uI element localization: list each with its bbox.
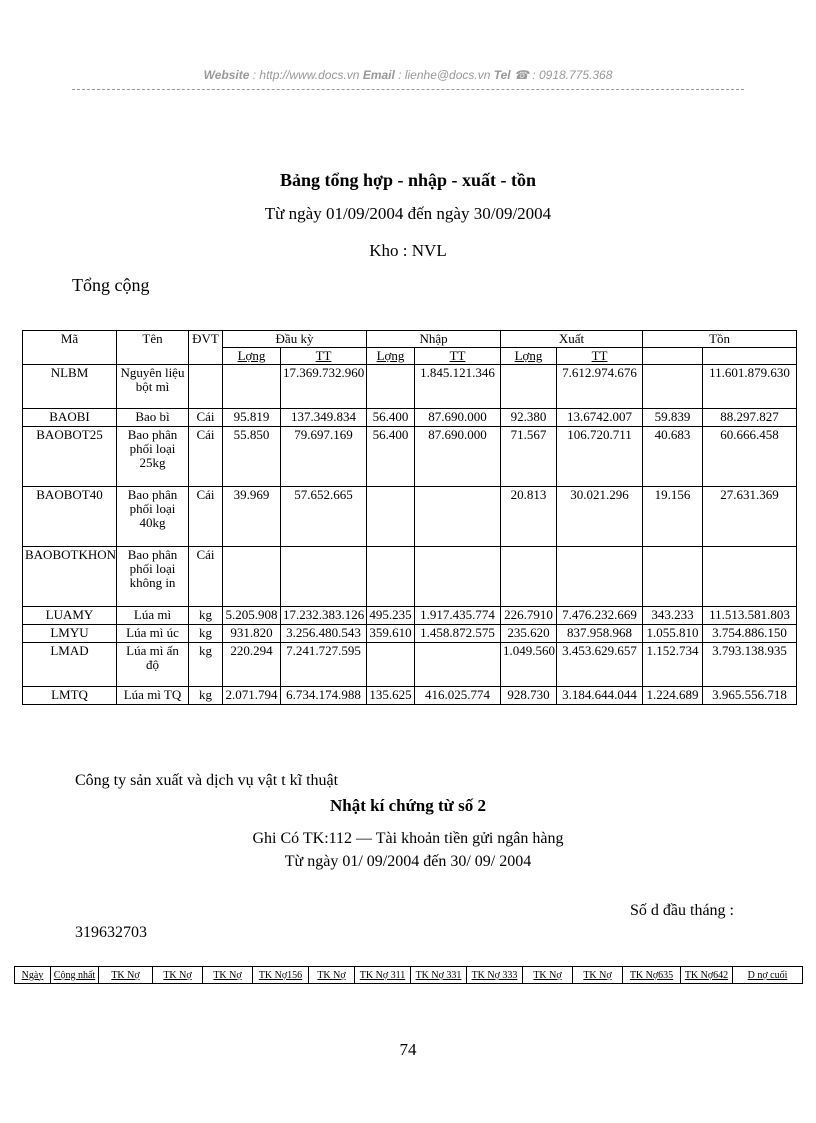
journal-col: TK Nợ 311 — [355, 967, 411, 984]
cell-x-tt: 13.6742.007 — [557, 409, 643, 427]
cell-x-luong: 1.049.560 — [501, 643, 557, 687]
cell-t-luong — [643, 547, 703, 607]
journal-col: TK Nợ635 — [623, 967, 681, 984]
cell-dk-luong: 55.850 — [223, 427, 281, 487]
cell-x-luong: 235.620 — [501, 625, 557, 643]
cell-dk-tt: 137.349.834 — [281, 409, 367, 427]
cell-ten: Bao phân phối loại không in — [117, 547, 189, 607]
cell-t-tt: 11.513.581.803 — [703, 607, 797, 625]
journal-col: TK Nợ — [573, 967, 623, 984]
table-header-row — [23, 331, 797, 348]
cell-t-luong: 59.839 — [643, 409, 703, 427]
cell-dvt: kg — [189, 643, 223, 687]
cell-ma: LMAD — [23, 643, 117, 687]
report-title: Bảng tổng hợp - nhập - xuất - tồn — [279, 170, 537, 190]
cell-dk-tt: 6.734.174.988 — [281, 687, 367, 705]
col-dvt: ĐVT — [189, 331, 223, 365]
table-row — [23, 643, 797, 687]
cell-n-luong: 359.610 — [367, 625, 415, 643]
cell-ten: Bao bì — [117, 409, 189, 427]
journal-col: Cộng nhất — [51, 967, 99, 984]
website-value[interactable]: : http://www.docs.vn — [252, 68, 360, 82]
journal-account-line: Ghi Có TK:112 — Tài khoản tiền gửi ngân hàng — [252, 830, 564, 847]
journal-date-range: Từ ngày 01/ 09/2004 đến 30/ 09/ 2004 — [284, 853, 532, 870]
cell-n-luong: 56.400 — [367, 427, 415, 487]
cell-dvt: kg — [189, 687, 223, 705]
cell-t-tt: 3.793.138.935 — [703, 643, 797, 687]
cell-x-tt: 3.184.644.044 — [557, 687, 643, 705]
cell-ten: Bao phân phối loại 25kg — [117, 427, 189, 487]
cell-x-luong: 928.730 — [501, 687, 557, 705]
cell-dk-luong: 39.969 — [223, 487, 281, 547]
journal-title: Nhật kí chứng từ số 2 — [330, 796, 486, 815]
journal-col: TK Nợ 333 — [467, 967, 523, 984]
cell-t-luong: 1.055.810 — [643, 625, 703, 643]
journal-col: TK Nợ — [309, 967, 355, 984]
cell-n-luong: 495.235 — [367, 607, 415, 625]
cell-x-tt: 837.958.968 — [557, 625, 643, 643]
cell-n-tt: 1.917.435.774 — [415, 607, 501, 625]
cell-n-tt — [415, 643, 501, 687]
col-xuat: Xuất — [501, 331, 643, 348]
journal-col: TK Nợ 331 — [411, 967, 467, 984]
cell-x-tt — [557, 547, 643, 607]
cell-n-tt: 1.458.872.575 — [415, 625, 501, 643]
journal-col: TK Nợ — [153, 967, 203, 984]
cell-x-luong: 20.813 — [501, 487, 557, 547]
cell-t-tt: 27.631.369 — [703, 487, 797, 547]
journal-col: TK Nợ — [99, 967, 153, 984]
cell-n-luong: 135.625 — [367, 687, 415, 705]
cell-dvt: Cái — [189, 409, 223, 427]
cell-dk-luong: 5.205.908 — [223, 607, 281, 625]
cell-ten: Lúa mì — [117, 607, 189, 625]
cell-ma: NLBM — [23, 365, 117, 409]
inventory-table — [22, 330, 797, 705]
cell-n-luong — [367, 365, 415, 409]
total-label: Tổng cộng — [72, 275, 150, 295]
table-row — [23, 487, 797, 547]
cell-dk-luong: 220.294 — [223, 643, 281, 687]
cell-n-luong — [367, 643, 415, 687]
cell-x-luong — [501, 547, 557, 607]
cell-ten: Lúa mì úc — [117, 625, 189, 643]
col-dk-luong: Lợng — [223, 348, 281, 365]
cell-n-tt: 87.690.000 — [415, 409, 501, 427]
website-label: Website — [203, 68, 250, 82]
cell-x-luong: 226.7910 — [501, 607, 557, 625]
table-row — [23, 625, 797, 643]
cell-t-tt — [703, 547, 797, 607]
table-row — [23, 607, 797, 625]
cell-dk-tt — [281, 547, 367, 607]
email-label: Email — [362, 68, 395, 82]
cell-ma: LMYU — [23, 625, 117, 643]
tel-value: : 0918.775.368 — [532, 68, 613, 82]
col-t-tt — [703, 348, 797, 365]
cell-x-tt: 7.476.232.669 — [557, 607, 643, 625]
col-dk-tt: TT — [281, 348, 367, 365]
phone-icon: ☎ — [514, 68, 529, 82]
cell-dk-luong: 2.071.794 — [223, 687, 281, 705]
col-n-luong: Lợng — [367, 348, 415, 365]
col-ton: Tồn — [643, 331, 797, 348]
cell-n-tt: 87.690.000 — [415, 427, 501, 487]
cell-t-luong: 40.683 — [643, 427, 703, 487]
cell-ma: BAOBOTKHON — [23, 547, 117, 607]
cell-dk-tt: 7.241.727.595 — [281, 643, 367, 687]
cell-dk-tt: 17.369.732.960 — [281, 365, 367, 409]
cell-ma: BAOBI — [23, 409, 117, 427]
col-x-luong: Lợng — [501, 348, 557, 365]
cell-t-tt: 60.666.458 — [703, 427, 797, 487]
cell-dvt: kg — [189, 607, 223, 625]
col-dau-ky: Đầu kỳ — [223, 331, 367, 348]
cell-t-luong: 1.152.734 — [643, 643, 703, 687]
cell-dvt: Cái — [189, 487, 223, 547]
cell-ten: Nguyên liệu bột mì — [117, 365, 189, 409]
cell-x-luong: 92.380 — [501, 409, 557, 427]
cell-t-tt: 11.601.879.630 — [703, 365, 797, 409]
page-number: 74 — [399, 1040, 417, 1059]
col-x-tt: TT — [557, 348, 643, 365]
report-date-range: Từ ngày 01/09/2004 đến ngày 30/09/2004 — [264, 204, 552, 223]
site-header — [0, 68, 816, 82]
table-row — [23, 427, 797, 487]
opening-balance-label: Số d đầu tháng : — [630, 902, 734, 919]
header-divider — [72, 89, 744, 90]
cell-dk-luong — [223, 365, 281, 409]
cell-dvt — [189, 365, 223, 409]
col-nhap: Nhập — [367, 331, 501, 348]
cell-dvt: Cái — [189, 427, 223, 487]
cell-ma: LUAMY — [23, 607, 117, 625]
cell-n-tt — [415, 547, 501, 607]
table-row — [23, 365, 797, 409]
journal-header-row — [15, 967, 803, 984]
cell-t-tt: 3.965.556.718 — [703, 687, 797, 705]
journal-col: Ngày — [15, 967, 51, 984]
tel-label: Tel — [493, 68, 511, 82]
cell-t-luong: 343.233 — [643, 607, 703, 625]
table-row — [23, 547, 797, 607]
col-ma: Mã — [23, 331, 117, 365]
cell-n-tt — [415, 487, 501, 547]
cell-dvt: Cái — [189, 547, 223, 607]
cell-t-tt: 3.754.886.150 — [703, 625, 797, 643]
cell-ma: BAOBOT40 — [23, 487, 117, 547]
table-row — [23, 409, 797, 427]
cell-x-luong — [501, 365, 557, 409]
journal-col: TK Nợ156 — [253, 967, 309, 984]
cell-ten: Lúa mì TQ — [117, 687, 189, 705]
cell-x-tt: 106.720.711 — [557, 427, 643, 487]
cell-n-luong — [367, 547, 415, 607]
cell-t-tt: 88.297.827 — [703, 409, 797, 427]
col-ten: Tên — [117, 331, 189, 365]
cell-dk-tt: 3.256.480.543 — [281, 625, 367, 643]
cell-dk-luong: 95.819 — [223, 409, 281, 427]
cell-ma: BAOBOT25 — [23, 427, 117, 487]
journal-col: TK Nợ — [203, 967, 253, 984]
journal-col: TK Nợ — [523, 967, 573, 984]
cell-x-luong: 71.567 — [501, 427, 557, 487]
col-n-tt: TT — [415, 348, 501, 365]
cell-dvt: kg — [189, 625, 223, 643]
report-warehouse: Kho : NVL — [369, 241, 447, 260]
cell-dk-tt: 57.652.665 — [281, 487, 367, 547]
opening-balance-amount: 319632703 — [75, 924, 147, 941]
cell-x-tt: 7.612.974.676 — [557, 365, 643, 409]
cell-t-luong — [643, 365, 703, 409]
journal-col: D nợ cuối — [733, 967, 803, 984]
cell-t-luong: 1.224.689 — [643, 687, 703, 705]
cell-t-luong: 19.156 — [643, 487, 703, 547]
cell-n-tt: 1.845.121.346 — [415, 365, 501, 409]
cell-n-luong: 56.400 — [367, 409, 415, 427]
cell-ten: Bao phân phối loại 40kg — [117, 487, 189, 547]
cell-dk-luong — [223, 547, 281, 607]
cell-ma: LMTQ — [23, 687, 117, 705]
col-t-luong — [643, 348, 703, 365]
journal-table — [14, 966, 803, 984]
cell-x-tt: 30.021.296 — [557, 487, 643, 547]
cell-x-tt: 3.453.629.657 — [557, 643, 643, 687]
cell-n-luong — [367, 487, 415, 547]
cell-dk-tt: 17.232.383.126 — [281, 607, 367, 625]
cell-ten: Lúa mì ấn độ — [117, 643, 189, 687]
cell-dk-luong: 931.820 — [223, 625, 281, 643]
journal-col: TK Nợ642 — [681, 967, 733, 984]
cell-n-tt: 416.025.774 — [415, 687, 501, 705]
email-value[interactable]: : lienhe@docs.vn — [398, 68, 491, 82]
table-row — [23, 687, 797, 705]
company-name: Công ty sản xuất và dịch vụ vật t kĩ thuật — [75, 772, 339, 789]
cell-dk-tt: 79.697.169 — [281, 427, 367, 487]
